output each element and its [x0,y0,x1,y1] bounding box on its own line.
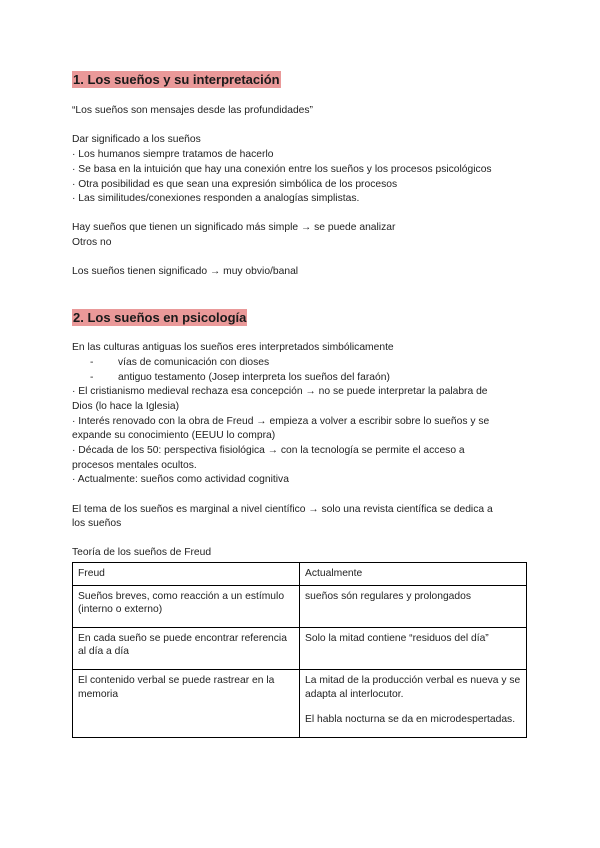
bullet-4: · Las similitudes/conexiones responden a analogías simplistas. [72,193,360,204]
bullet-2: · Se basa en la intuición que hay una conexión entre los sueños y los procesos psicológicos [72,164,492,175]
dash-marker: - [90,357,94,368]
cell-r2-freud: En cada sueño se puede encontrar referencia al día a día [73,627,300,669]
section2-heading: 2. Los sueños en psicología [73,310,247,325]
line-decada-1: · Década de los 50: perspectiva fisiológica → con la tecnología se permite el acceso a [72,445,465,456]
quote: “Los sueños son mensajes desde las profundidades” [72,105,313,116]
header-freud: Freud [73,563,300,586]
cell-r2-actual: Solo la mitad contiene “residuos del día” [300,627,527,669]
section1-heading: 1. Los sueños y su interpretación [73,72,280,87]
section2-intro: En las culturas antiguas los sueños eres interpretados simbólicamente [72,342,394,353]
table-row [73,669,527,737]
line-freud-2: expande su conocimiento (EEUU lo compra) [72,430,276,441]
freud-comparison-table [72,562,527,738]
cell-r3-actual-p1: La mitad de la producción verbal es nueva y se adapta al interlocutor. [305,674,521,700]
line-actualmente: · Actualmente: sueños como actividad cognitiva [72,474,289,485]
line-others: Otros no [72,237,112,248]
table-caption: Teoría de los sueños de Freud [72,547,212,558]
table-row [73,627,527,669]
cell-r1-actual: sueños són regulares y prolongados [300,585,527,627]
bullet-1: · Los humanos siempre tratamos de hacerlo [72,149,274,160]
line-cristianismo-2: Dios (lo hace la Iglesia) [72,401,180,412]
line-simple-meaning: Hay sueños que tienen un significado más simple → se puede analizar [72,222,396,233]
line-decada-2: procesos mentales ocultos. [72,460,197,471]
para-marginal-2: los sueños [72,518,122,529]
table-header-row [73,563,527,586]
bullet-3: · Otra posibilidad es que sean una expresión simbólica de los procesos [72,179,398,190]
line-freud-1: · Interés renovado con la obra de Freud → empieza a volver a escribir sobre lo sueños y se [72,416,490,427]
cell-r3-freud: El contenido verbal se puede rastrear en la memoria [73,669,300,737]
table-row [73,585,527,627]
cell-r3-actual [300,669,527,737]
dash-text-1: vías de comunicación con dioses [118,357,270,368]
section1-heading-wrap [72,71,281,90]
dash-marker: - [90,372,94,383]
line-cristianismo-1: · El cristianismo medieval rechaza esa concepción → no se puede interpretar la palabra de [72,386,488,397]
para-marginal-1: El tema de los sueños es marginal a nivel científico → solo una revista científica se dedica a [72,504,493,515]
line-obvious: Los sueños tienen significado → muy obvio/banal [72,266,299,277]
cell-r1-freud: Sueños breves, como reacción a un estímulo (interno o externo) [73,585,300,627]
section2-heading-wrap [72,309,247,328]
subheading: Dar significado a los sueños [72,134,201,145]
cell-r3-actual-p2: El habla nocturna se da en microdespertadas. [305,714,516,726]
header-actualmente: Actualmente [300,563,527,586]
dash-text-2: antiguo testamento (Josep interpreta los sueños del faraón) [118,372,390,383]
